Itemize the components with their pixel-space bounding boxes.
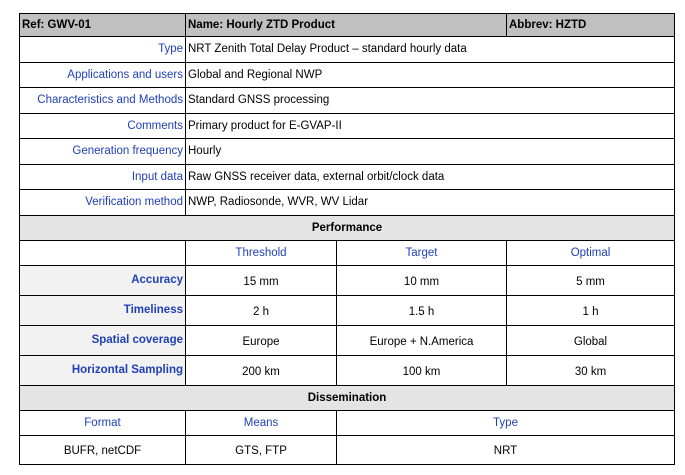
means-header: Means [186,410,337,435]
target-header: Target [337,240,507,265]
info-row-frequency [20,139,675,165]
optimal-header: Optimal [507,240,675,265]
optimal-value: 30 km [507,355,675,385]
performance-corner-cell [20,240,186,265]
dissemination-title: Dissemination [20,385,675,410]
info-value: Primary product for E-GVAP-II [186,113,675,139]
dissemination-section-row [20,385,675,410]
performance-label: Timeliness [20,295,186,325]
info-row-applications [20,62,675,88]
performance-row-horizontal-sampling [20,355,675,385]
header-row [20,14,675,37]
threshold-value: 15 mm [186,265,337,295]
optimal-value: 5 mm [507,265,675,295]
dissemination-columns-row [20,410,675,435]
info-label: Input data [20,164,186,190]
optimal-value: 1 h [507,295,675,325]
type-header: Type [337,410,675,435]
dissemination-values-row [20,435,675,464]
info-row-characteristics [20,88,675,114]
abbrev-cell: Abbrev: HZTD [507,14,675,37]
info-value: Hourly [186,139,675,165]
threshold-value: 200 km [186,355,337,385]
performance-section-row [20,215,675,240]
format-value: BUFR, netCDF [20,435,186,464]
info-row-verification [20,190,675,216]
target-value: 100 km [337,355,507,385]
info-value: Raw GNSS receiver data, external orbit/clock data [186,164,675,190]
performance-title: Performance [20,215,675,240]
info-row-comments [20,113,675,139]
performance-label: Horizontal Sampling [20,355,186,385]
info-label: Applications and users [20,62,186,88]
target-value: Europe + N.America [337,325,507,355]
type-value: NRT [337,435,675,464]
optimal-value: Global [507,325,675,355]
performance-label: Accuracy [20,265,186,295]
means-value: GTS, FTP [186,435,337,464]
performance-row-accuracy [20,265,675,295]
info-value: NRT Zenith Total Delay Product – standard hourly data [186,37,675,63]
threshold-value: Europe [186,325,337,355]
product-table [19,13,675,465]
info-value: NWP, Radiosonde, WVR, WV Lidar [186,190,675,216]
info-label: Characteristics and Methods [20,88,186,114]
performance-row-spatial-coverage [20,325,675,355]
target-value: 10 mm [337,265,507,295]
threshold-header: Threshold [186,240,337,265]
info-label: Generation frequency [20,139,186,165]
info-label: Verification method [20,190,186,216]
info-row-input [20,164,675,190]
threshold-value: 2 h [186,295,337,325]
ref-cell: Ref: GWV-01 [20,14,186,37]
info-value: Global and Regional NWP [186,62,675,88]
name-cell: Name: Hourly ZTD Product [186,14,507,37]
performance-row-timeliness [20,295,675,325]
info-value: Standard GNSS processing [186,88,675,114]
format-header: Format [20,410,186,435]
performance-columns-row [20,240,675,265]
info-label: Comments [20,113,186,139]
target-value: 1.5 h [337,295,507,325]
info-label: Type [20,37,186,63]
info-row-type [20,37,675,63]
performance-label: Spatial coverage [20,325,186,355]
